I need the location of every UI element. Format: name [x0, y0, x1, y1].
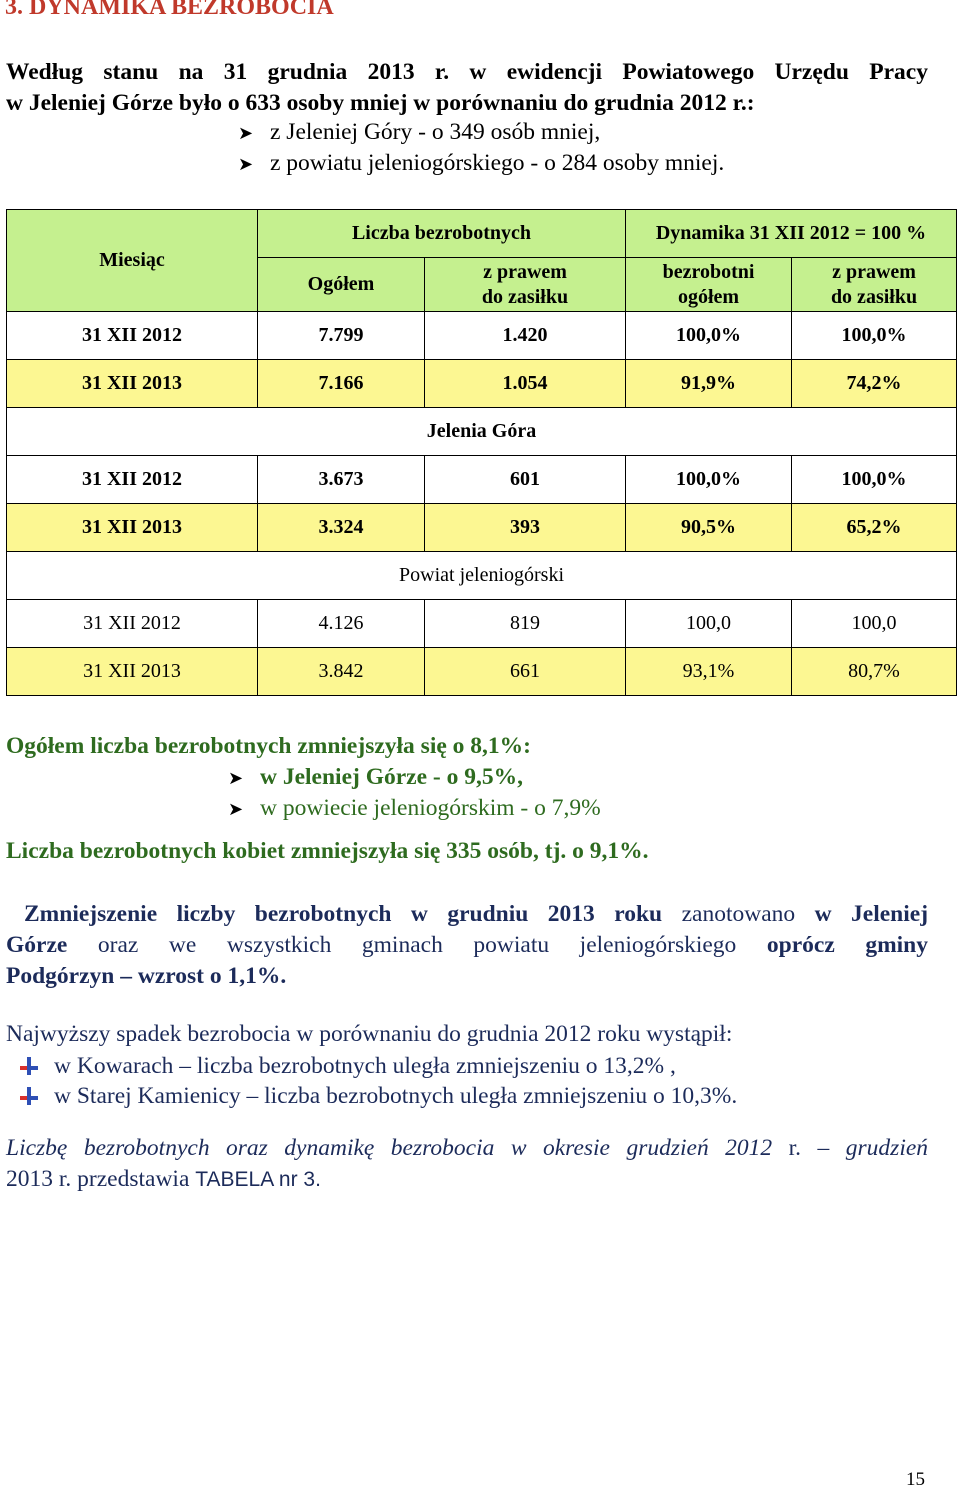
highest-item-1: w Kowarach – liczba bezrobotnych uległa zmniejszeniu o 13,2% , — [20, 1051, 676, 1081]
decrease-paragraph — [6, 899, 928, 992]
page-number: 15 — [906, 1469, 925, 1490]
table-row — [7, 648, 957, 696]
table-row — [7, 456, 957, 504]
intro-bullet-2: ➤ z powiatu jeleniogórskiego - o 284 osoby mniej. — [238, 148, 724, 180]
summary-bullet-1: ➤ w Jeleniej Górze - o 9,5%, — [228, 762, 523, 794]
cell-month: 31 XII 2012 — [7, 600, 258, 648]
unemployment-table — [6, 209, 957, 696]
table-row — [7, 360, 957, 408]
cell-month: 31 XII 2013 — [7, 360, 258, 408]
closing-paragraph — [6, 1133, 928, 1195]
cell-dyn-total: 90,5% — [626, 504, 792, 552]
decrease-line-2: Górze oraz we wszystkich gminach powiatu jeleniogórskiego oprócz gminy — [6, 932, 928, 958]
section-heading: 3. DYNAMIKA BEZROBOCIA — [5, 0, 334, 20]
cell-benefit: 1.420 — [425, 312, 626, 360]
arrow-bullet-icon: ➤ — [238, 154, 254, 175]
cell-benefit: 601 — [425, 456, 626, 504]
cell-dyn-benefit: 74,2% — [792, 360, 957, 408]
arrow-bullet-icon: ➤ — [228, 799, 244, 820]
cell-benefit: 819 — [425, 600, 626, 648]
cell-month: 31 XII 2012 — [7, 312, 258, 360]
col-total-header: Ogółem — [258, 258, 425, 312]
highest-item-2: w Starej Kamienicy – liczba bezrobotnych uległa zmniejszeniu o 10,3%. — [20, 1081, 737, 1111]
arrow-bullet-icon: ➤ — [238, 123, 254, 144]
cell-month: 31 XII 2013 — [7, 648, 258, 696]
table-row — [7, 600, 957, 648]
cell-total: 7.799 — [258, 312, 425, 360]
col-group-count-header: Liczba bezrobotnych — [258, 210, 626, 258]
cell-month: 31 XII 2013 — [7, 504, 258, 552]
col-dyn-total-header: bezrobotni ogółem — [626, 258, 792, 312]
cell-total: 7.166 — [258, 360, 425, 408]
cell-dyn-benefit: 80,7% — [792, 648, 957, 696]
summary-bullet-2: ➤ w powiecie jeleniogórskim - o 7,9% — [228, 793, 601, 825]
cell-dyn-benefit: 100,0% — [792, 456, 957, 504]
cell-dyn-benefit: 100,0% — [792, 312, 957, 360]
intro-paragraph — [6, 57, 928, 119]
cell-dyn-total: 100,0% — [626, 456, 792, 504]
cell-total: 3.842 — [258, 648, 425, 696]
col-month-header: Miesiąc — [7, 210, 258, 312]
cell-dyn-total: 91,9% — [626, 360, 792, 408]
closing-line-2: 2013 r. przedstawia TABELA nr 3. — [6, 1166, 321, 1192]
women-summary: Liczba bezrobotnych kobiet zmniejszyła się 335 osób, tj. o 9,1%. — [6, 838, 649, 864]
cell-total: 3.324 — [258, 504, 425, 552]
intro-line-1: Według stanu na 31 grudnia 2013 r. w ewidencji Powiatowego Urzędu Pracy — [6, 59, 928, 85]
cell-month: 31 XII 2012 — [7, 456, 258, 504]
plus-bullet-icon — [20, 1057, 38, 1075]
col-group-dynamics-header: Dynamika 31 XII 2012 = 100 % — [626, 210, 957, 258]
arrow-bullet-icon: ➤ — [228, 768, 244, 789]
section-title-powiat: Powiat jeleniogórski — [7, 552, 957, 600]
cell-dyn-total: 100,0 — [626, 600, 792, 648]
cell-dyn-total: 93,1% — [626, 648, 792, 696]
cell-dyn-total: 100,0% — [626, 312, 792, 360]
closing-line-1: Liczbę bezrobotnych oraz dynamikę bezrobocia w okresie grudzień 2012 r. – grudzień — [6, 1135, 929, 1161]
cell-benefit: 661 — [425, 648, 626, 696]
intro-line-2: w Jeleniej Górze było o 633 osoby mniej w porównaniu do grudnia 2012 r.: — [6, 90, 755, 116]
plus-bullet-icon — [20, 1087, 38, 1105]
cell-benefit: 393 — [425, 504, 626, 552]
decrease-line-1: Zmniejszenie liczby bezrobotnych w grudniu 2013 roku zanotowano w Jeleniej — [24, 901, 929, 927]
section-title-jelenia-gora: Jelenia Góra — [7, 408, 957, 456]
col-dyn-benefit-header: z prawem do zasiłku — [792, 258, 957, 312]
cell-total: 3.673 — [258, 456, 425, 504]
highest-decrease-intro: Najwyższy spadek bezrobocia w porównaniu do grudnia 2012 roku wystąpił: — [6, 1021, 733, 1047]
cell-benefit: 1.054 — [425, 360, 626, 408]
col-benefit-header: z prawem do zasiłku — [425, 258, 626, 312]
table-row — [7, 504, 957, 552]
cell-dyn-benefit: 65,2% — [792, 504, 957, 552]
intro-bullet-1: ➤ z Jeleniej Góry - o 349 osób mniej, — [238, 117, 600, 149]
cell-total: 4.126 — [258, 600, 425, 648]
table-row — [7, 312, 957, 360]
decrease-line-3: Podgórzyn – wzrost o 1,1%. — [6, 963, 287, 989]
summary-line: Ogółem liczba bezrobotnych zmniejszyła się o 8,1%: — [6, 733, 531, 759]
cell-dyn-benefit: 100,0 — [792, 600, 957, 648]
